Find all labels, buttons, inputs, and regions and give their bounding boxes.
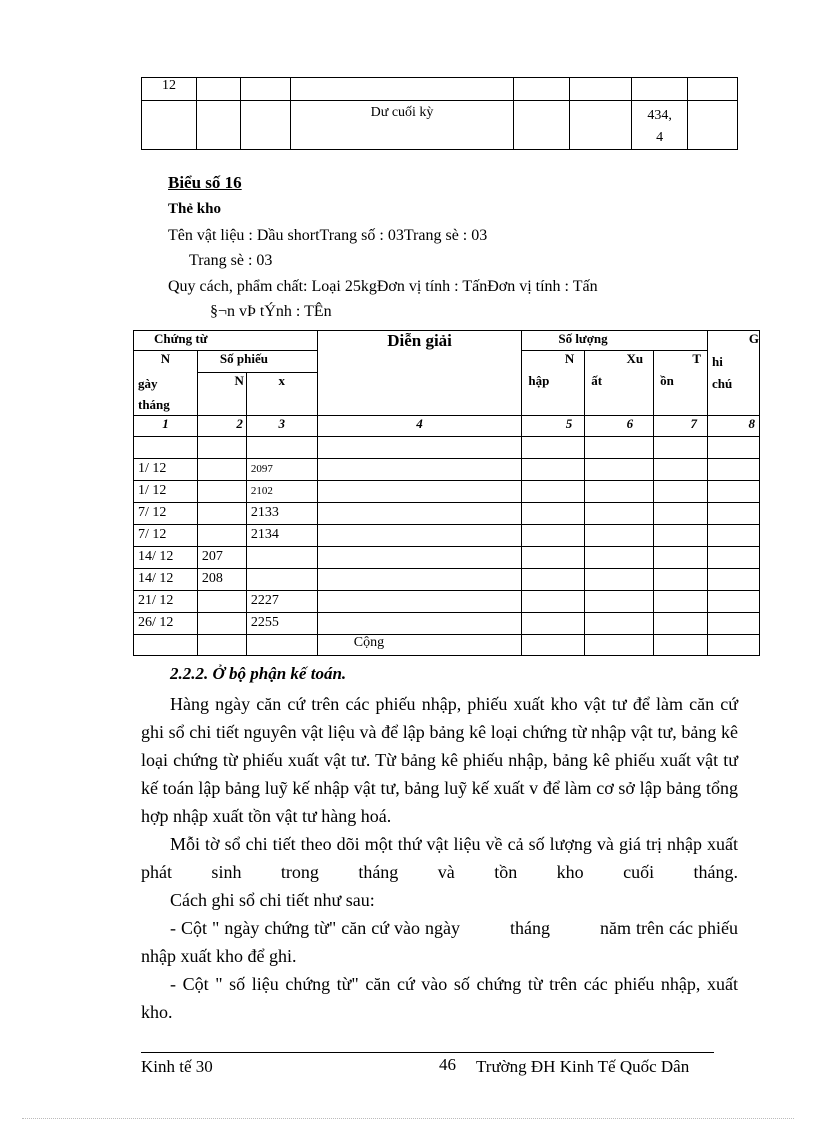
date-cell: 21/ 12	[134, 590, 198, 612]
col-number: 1	[134, 415, 198, 436]
issue-slip-cell	[246, 546, 317, 568]
col-number: 5	[522, 415, 585, 436]
issue-slip-cell: 2133	[246, 502, 317, 524]
empty-cell	[317, 480, 522, 502]
date-cell: 1/ 12	[134, 458, 198, 480]
in-header: N	[522, 351, 585, 373]
empty-cell	[585, 502, 654, 524]
empty-cell	[522, 502, 585, 524]
empty-cell	[585, 458, 654, 480]
material-line: Tên vật liệu : Dầu shortTrang số : 03Trang sè : 03	[168, 227, 488, 244]
table-row	[134, 436, 760, 458]
paragraph: Cách ghi sổ chi tiết như sau:	[170, 890, 375, 910]
col-number: 8	[708, 415, 760, 436]
empty-cell	[654, 568, 708, 590]
date-header: N	[134, 351, 198, 373]
empty-cell	[522, 590, 585, 612]
form-number: Biểu số 16	[168, 173, 242, 192]
footer-left: Kinh tế 30	[141, 1057, 213, 1076]
empty-cell	[708, 502, 760, 524]
receipt-slip-cell: 207	[197, 546, 246, 568]
empty-cell	[317, 546, 522, 568]
stock-card-table	[133, 330, 760, 656]
receipt-slip-cell: 208	[197, 568, 246, 590]
spec-line: Quy cách, phẩm chất: Loại 25kgĐơn vị tính : TấnĐơn vị tính : Tấn	[168, 278, 598, 295]
empty-cell	[522, 524, 585, 546]
paragraph: Mỗi tờ sổ chi tiết theo dõi một thứ vật liệu về cả số lượng và giá trị nhập xuất phát sinh trong tháng và tồn kho cuối tháng.	[141, 834, 738, 882]
issue-slip-cell	[246, 436, 317, 458]
date-cell: 1/ 12	[134, 480, 198, 502]
day-cell: 12	[142, 78, 197, 101]
empty-cell	[317, 458, 522, 480]
closing-balance-value: 434, 4	[632, 101, 688, 150]
column-number-row	[134, 415, 760, 436]
table-row	[134, 502, 760, 524]
date-cell	[134, 436, 198, 458]
empty-cell	[317, 502, 522, 524]
page-number: 46	[439, 1055, 456, 1074]
date-cell: 14/ 12	[134, 568, 198, 590]
empty-cell	[317, 612, 522, 634]
issue-slip-cell: 2255	[246, 612, 317, 634]
issue-slip-cell: 2102	[246, 480, 317, 502]
empty-cell	[317, 524, 522, 546]
issue-slip-cell	[246, 568, 317, 590]
table-row	[134, 480, 760, 502]
empty-cell	[522, 612, 585, 634]
out-header-rest: ất	[585, 373, 654, 416]
empty-cell	[585, 612, 654, 634]
note-header-top: G	[708, 331, 760, 351]
empty-cell	[317, 436, 522, 458]
section-heading: 2.2.2. Ở bộ phận kế toán.	[170, 664, 347, 683]
paragraph: - Cột " ngày chứng từ" căn cứ vào ngày tháng năm trên các phiếu nhập xuất kho để ghi.	[141, 918, 743, 966]
empty-cell	[654, 546, 708, 568]
total-label: Cộng	[317, 634, 522, 655]
receipt-slip-cell	[197, 480, 246, 502]
date-cell: 26/ 12	[134, 612, 198, 634]
empty-cell	[654, 480, 708, 502]
col-number: 4	[317, 415, 522, 436]
previous-table	[141, 77, 738, 150]
empty-cell	[708, 458, 760, 480]
empty-cell	[585, 480, 654, 502]
slip-header: Số phiếu	[197, 351, 317, 373]
slip-out-header: x	[246, 373, 317, 416]
page-number-line: Trang sè : 03	[189, 252, 273, 269]
empty-cell	[654, 590, 708, 612]
slip-in-header: N	[197, 373, 246, 416]
table-row	[134, 612, 760, 634]
date-header-rest: gày tháng	[134, 373, 198, 416]
table-row	[134, 458, 760, 480]
card-title: Thẻ kho	[168, 201, 221, 217]
receipt-slip-cell	[197, 590, 246, 612]
empty-cell	[522, 546, 585, 568]
quantity-header: Số lượng	[522, 331, 708, 351]
receipt-slip-cell	[197, 524, 246, 546]
issue-slip-cell: 2134	[246, 524, 317, 546]
empty-cell	[585, 568, 654, 590]
table-row	[142, 101, 738, 150]
empty-cell	[654, 502, 708, 524]
empty-cell	[654, 612, 708, 634]
table-row	[134, 568, 760, 590]
empty-cell	[585, 436, 654, 458]
paragraph: - Cột " số liệu chứng từ" căn cứ vào số chứng từ trên các phiếu nhập, xuất kho.	[141, 974, 738, 1022]
footer-rule	[141, 1052, 714, 1053]
issue-slip-cell: 2227	[246, 590, 317, 612]
empty-cell	[708, 480, 760, 502]
empty-cell	[522, 568, 585, 590]
total-row	[134, 634, 760, 655]
issue-slip-cell: 2097	[246, 458, 317, 480]
date-cell: 14/ 12	[134, 546, 198, 568]
table-row	[134, 546, 760, 568]
footer-right: Trường ĐH Kinh Tế Quốc Dân	[476, 1057, 690, 1076]
table-row	[142, 78, 738, 101]
description-header: Diễn giải	[317, 331, 522, 416]
table-row	[134, 524, 760, 546]
empty-cell	[522, 436, 585, 458]
empty-cell	[708, 590, 760, 612]
note-header: hi chú	[708, 351, 760, 416]
table-header-row	[134, 331, 760, 351]
stock-header-rest: ồn	[654, 373, 708, 416]
col-number: 3	[246, 415, 317, 436]
paragraph: Hàng ngày căn cứ trên các phiếu nhập, phiếu xuất kho vật tư để làm căn cứ ghi sổ chi tiết nguyên vật liệu và để lập bảng kê loại chứng từ nhập vật tư, bảng kê loại chứng từ phiếu xuất vật tư. Từ bảng kê phiếu nhập, bảng kê phiếu xuất vật tư kế toán lập bảng luỹ kế nhập vật tư, bảng luỹ kế xuất v để làm cơ sở lập bảng tổng hợp nhập xuất tồn vật tư hàng hoá.	[141, 694, 738, 826]
empty-cell	[585, 590, 654, 612]
empty-cell	[522, 458, 585, 480]
empty-cell	[708, 524, 760, 546]
col-number: 6	[585, 415, 654, 436]
col-number: 2	[197, 415, 246, 436]
in-header-rest: hập	[522, 373, 585, 416]
empty-cell	[317, 590, 522, 612]
receipt-slip-cell	[197, 612, 246, 634]
empty-cell	[708, 568, 760, 590]
closing-balance-label: Dư cuối kỳ	[290, 101, 514, 150]
empty-cell	[654, 436, 708, 458]
empty-cell	[654, 524, 708, 546]
empty-cell	[317, 568, 522, 590]
empty-cell	[708, 546, 760, 568]
empty-cell	[585, 546, 654, 568]
page-border	[22, 1118, 794, 1119]
voucher-header: Chứng từ	[134, 331, 318, 351]
table-row	[134, 590, 760, 612]
empty-cell	[708, 436, 760, 458]
empty-cell	[585, 524, 654, 546]
unit-line: §¬n vÞ tÝnh : TÊn	[210, 303, 332, 320]
date-cell: 7/ 12	[134, 524, 198, 546]
col-number: 7	[654, 415, 708, 436]
empty-cell	[654, 458, 708, 480]
out-header: Xu	[585, 351, 654, 373]
receipt-slip-cell	[197, 436, 246, 458]
stock-header: T	[654, 351, 708, 373]
receipt-slip-cell	[197, 502, 246, 524]
empty-cell	[522, 480, 585, 502]
receipt-slip-cell	[197, 458, 246, 480]
date-cell: 7/ 12	[134, 502, 198, 524]
empty-cell	[708, 612, 760, 634]
